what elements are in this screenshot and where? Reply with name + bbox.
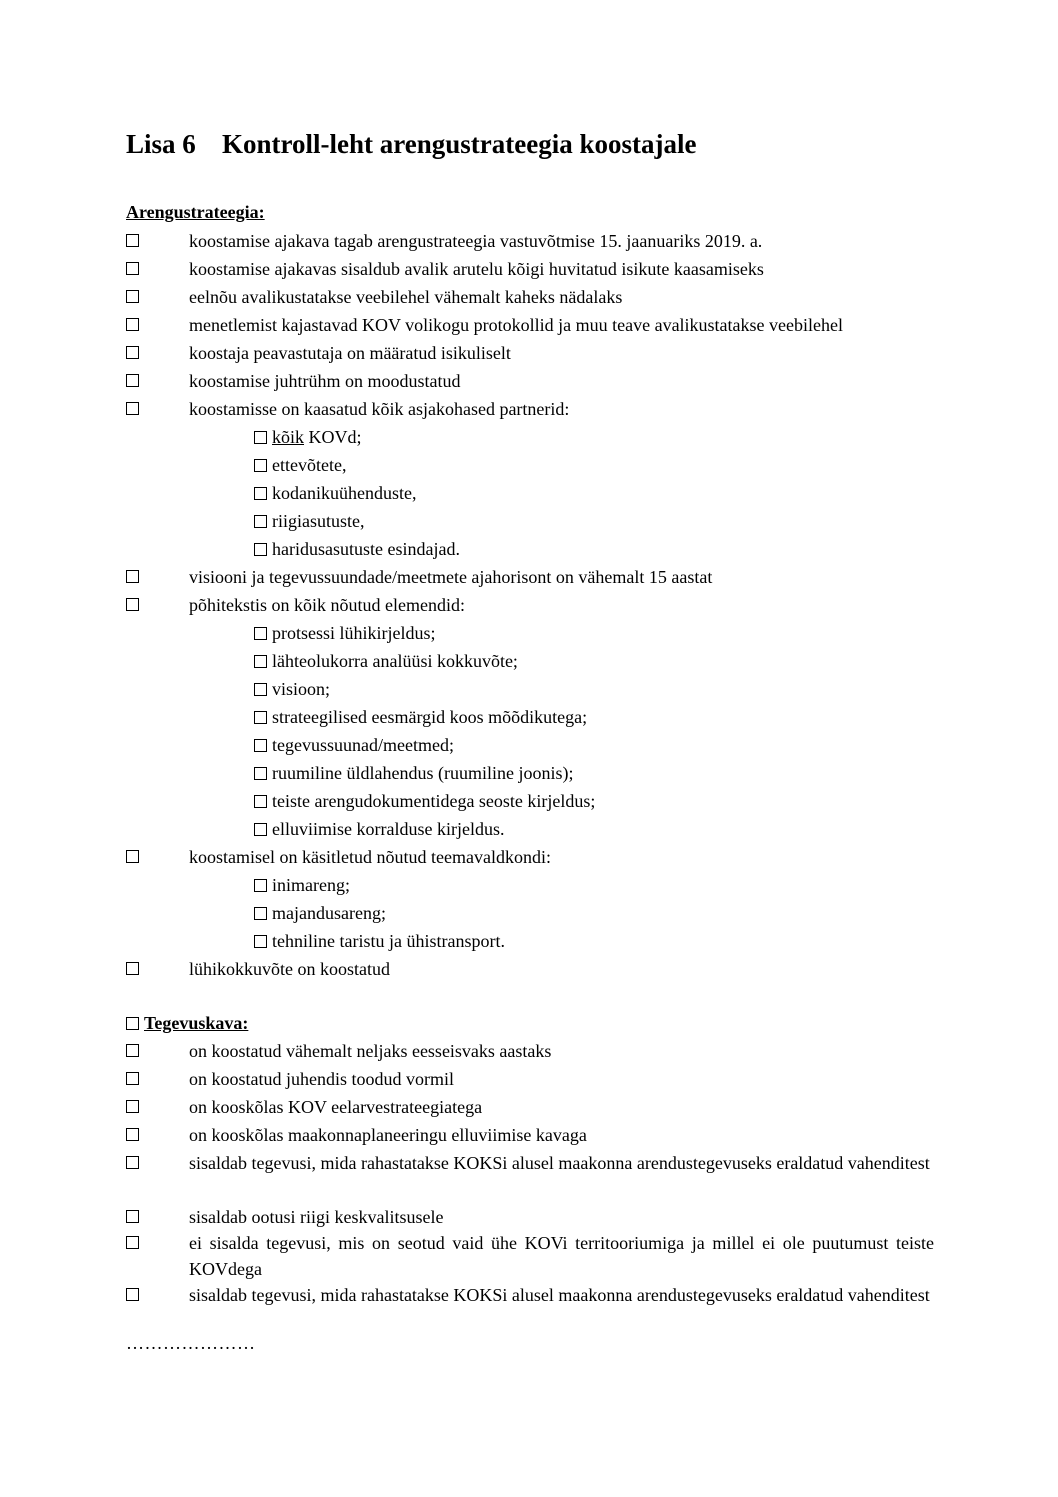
sub-checklist-item — [254, 704, 587, 730]
checkbox-icon[interactable] — [126, 1072, 139, 1085]
section-heading-strategy: Arengustrateegia: — [126, 202, 265, 222]
sub-item-text: ruumiline üldlahendus (ruumiline joonis); — [272, 763, 574, 783]
checkbox-icon[interactable] — [126, 1128, 139, 1141]
checkbox-icon[interactable] — [126, 374, 139, 387]
checkbox-icon[interactable] — [126, 962, 139, 975]
sub-checklist-item — [254, 816, 504, 842]
checkbox-icon[interactable] — [254, 711, 267, 724]
sub-checklist-item — [254, 480, 416, 506]
checkbox-icon[interactable] — [126, 290, 139, 303]
section-heading-action-plan — [126, 1012, 248, 1034]
sub-checklist-item — [254, 620, 436, 646]
checkbox-icon[interactable] — [254, 655, 267, 668]
checklist-item-text: sisaldab tegevusi, mida rahastatakse KOKSi alusel maakonna arendustegevuseks eraldatud vahenditest — [189, 1285, 930, 1305]
checklist-item-text: koostamisel on käsitletud nõutud teemavaldkondi: — [189, 847, 551, 867]
checklist-item-text: koostamise juhtrühm on moodustatud — [189, 371, 461, 391]
checkbox-icon[interactable] — [126, 1100, 139, 1113]
section-heading-text: Tegevuskava: — [144, 1013, 249, 1033]
sub-checklist-item — [254, 536, 460, 562]
checkbox-icon[interactable] — [254, 543, 267, 556]
checklist-item-text: koostamise ajakava tagab arengustrateegia vastuvõtmise 15. jaanuariks 2019. a. — [189, 231, 763, 251]
checkbox-icon[interactable] — [126, 1236, 139, 1249]
sub-checklist-item — [254, 732, 454, 758]
checklist-item-text: on koostatud juhendis toodud vormil — [189, 1069, 454, 1089]
sub-item-text: kodanikuühenduste, — [272, 483, 417, 503]
sub-checklist-item — [254, 676, 330, 702]
checkbox-icon[interactable] — [254, 431, 267, 444]
sub-item-text: riigiasutuste, — [272, 511, 365, 531]
sub-item-text: visioon; — [272, 679, 331, 699]
sub-item-text: teiste arengudokumentidega seoste kirjeldus; — [272, 791, 596, 811]
sub-checklist-item — [254, 452, 346, 478]
sub-checklist-item — [254, 872, 350, 898]
checklist-item-text: koostamisse on kaasatud kõik asjakohased partnerid: — [189, 399, 570, 419]
sub-item-text: strateegilised eesmärgid koos mõõdikutega; — [272, 707, 588, 727]
sub-item-text: elluviimise korralduse kirjeldus. — [272, 819, 505, 839]
checkbox-icon[interactable] — [254, 487, 267, 500]
sub-checklist-item — [254, 788, 595, 814]
sub-checklist-item — [254, 928, 505, 954]
sub-checklist-item — [254, 900, 386, 926]
sub-item-text: lähteolukorra analüüsi kokkuvõte; — [272, 651, 518, 671]
sub-item-text: majandusareng; — [272, 903, 386, 923]
checkbox-icon[interactable] — [254, 459, 267, 472]
checklist-item-text: sisaldab tegevusi, mida rahastatakse KOKSi alusel maakonna arendustegevuseks eraldatud vahenditest — [189, 1153, 930, 1173]
sub-item-text: tehniline taristu ja ühistransport. — [272, 931, 505, 951]
checklist-item-text: eelnõu avalikustatakse veebilehel vähemalt kaheks nädalaks — [189, 287, 623, 307]
checkbox-icon[interactable] — [254, 935, 267, 948]
page-title — [126, 128, 696, 160]
checklist-item-text: on kooskõlas KOV eelarvestrateegiatega — [189, 1097, 483, 1117]
checkbox-icon[interactable] — [254, 907, 267, 920]
checklist-item-text: koostamise ajakavas sisaldub avalik arutelu kõigi huvitatud isikute kaasamiseks — [189, 259, 764, 279]
sub-checklist-item — [254, 648, 518, 674]
checkbox-icon[interactable] — [254, 683, 267, 696]
checkbox-icon[interactable] — [126, 598, 139, 611]
appendix-number: Lisa 6 — [126, 129, 196, 159]
sub-item-text: protsessi lühikirjeldus; — [272, 623, 436, 643]
checkbox-icon[interactable] — [254, 823, 267, 836]
underlined-word: kõik — [272, 427, 305, 447]
checkbox-icon[interactable] — [254, 879, 267, 892]
checkbox-icon[interactable] — [126, 1288, 139, 1301]
checkbox-icon[interactable] — [126, 1156, 139, 1169]
sub-checklist-item — [254, 760, 573, 786]
checkbox-icon[interactable] — [126, 234, 139, 247]
sub-checklist-item — [254, 424, 362, 450]
checkbox-icon[interactable] — [126, 570, 139, 583]
checkbox-icon[interactable] — [254, 739, 267, 752]
checkbox-icon[interactable] — [126, 262, 139, 275]
checkbox-icon[interactable] — [126, 346, 139, 359]
sub-item-text: inimareng; — [272, 875, 350, 895]
checklist-item-text: menetlemist kajastavad KOV volikogu protokollid ja muu teave avalikustatakse veebilehel — [189, 315, 843, 335]
checkbox-icon[interactable] — [126, 1210, 139, 1223]
ellipsis-continuation: ………………… — [126, 1333, 256, 1353]
checklist-item-text: visiooni ja tegevussuundade/meetmete ajahorisont on vähemalt 15 aastat — [189, 567, 713, 587]
checkbox-icon[interactable] — [126, 402, 139, 415]
checkbox-icon[interactable] — [126, 318, 139, 331]
sub-item-text: haridusasutuste esindajad. — [272, 539, 460, 559]
checkbox-icon[interactable] — [126, 1044, 139, 1057]
checklist-item-text: on kooskõlas maakonnaplaneeringu elluviimise kavaga — [189, 1125, 587, 1145]
checklist-item-text: ei sisalda tegevusi, mis on seotud vaid ühe KOVi territooriumiga ja millel ei ole puutumust teiste KOVdega — [189, 1233, 934, 1279]
checklist-item-text: lühikokkuvõte on koostatud — [189, 959, 390, 979]
checkbox-icon[interactable] — [126, 850, 139, 863]
checklist-item-text: koostaja peavastutaja on määratud isikuliselt — [189, 343, 511, 363]
checkbox-icon[interactable] — [254, 767, 267, 780]
checklist-item-text: on koostatud vähemalt neljaks eesseisvaks aastaks — [189, 1041, 552, 1061]
sub-checklist-item — [254, 508, 365, 534]
checkbox-icon[interactable] — [254, 627, 267, 640]
sub-item-text: ettevõtete, — [272, 455, 347, 475]
sub-item-text: tegevussuunad/meetmed; — [272, 735, 454, 755]
checkbox-icon[interactable] — [126, 1017, 139, 1030]
title-text: Kontroll-leht arengustrateegia koostajale — [222, 129, 697, 159]
sub-item-text: KOVd; — [304, 427, 362, 447]
checklist-item-text: põhitekstis on kõik nõutud elemendid: — [189, 595, 465, 615]
checkbox-icon[interactable] — [254, 515, 267, 528]
checklist-item-text: sisaldab ootusi riigi keskvalitsusele — [189, 1207, 444, 1227]
checkbox-icon[interactable] — [254, 795, 267, 808]
